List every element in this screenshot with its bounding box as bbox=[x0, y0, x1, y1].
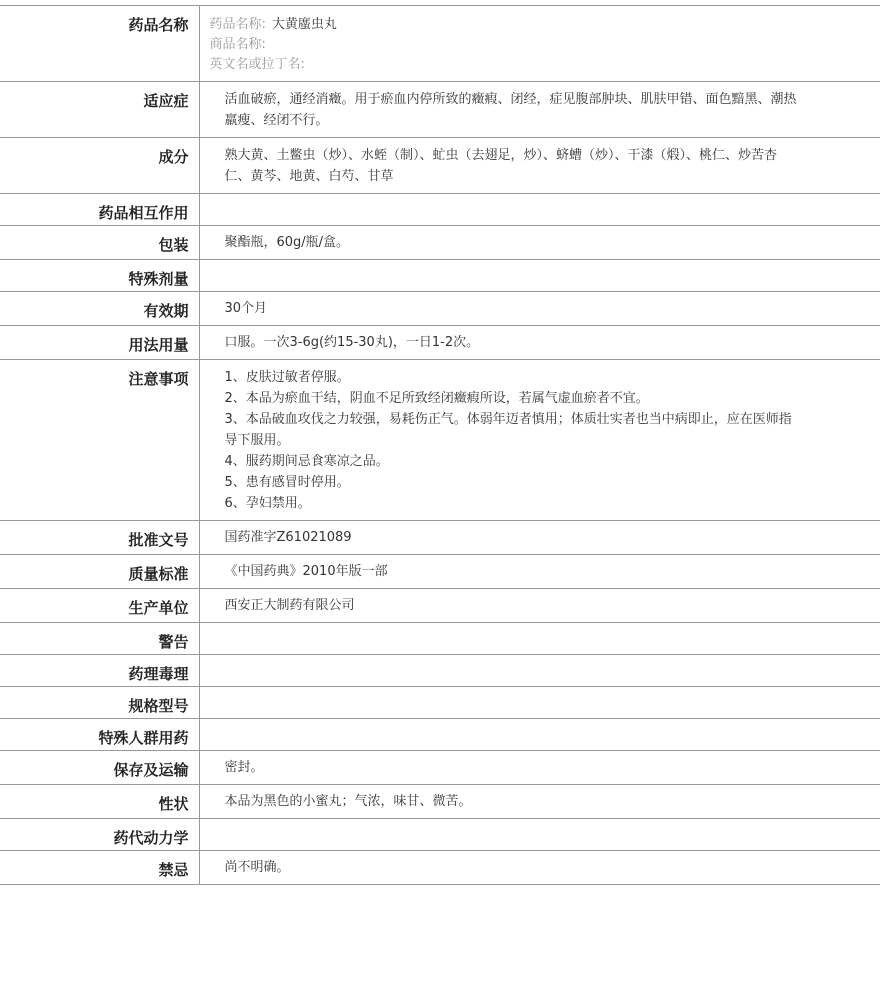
label-approval-number: 批准文号 bbox=[0, 521, 199, 555]
label-specification: 规格型号 bbox=[0, 687, 199, 719]
value-drug-name bbox=[199, 6, 880, 82]
row-specification bbox=[0, 687, 880, 719]
row-warning bbox=[0, 623, 880, 655]
label-pharmacology: 药理毒理 bbox=[0, 655, 199, 687]
row-special-populations bbox=[0, 719, 880, 751]
value-special-populations bbox=[199, 719, 880, 751]
label-special-populations: 特殊人群用药 bbox=[0, 719, 199, 751]
row-pharmacology bbox=[0, 655, 880, 687]
value-packaging: 聚酯瓶，60g/瓶/盒。 bbox=[224, 235, 350, 250]
value-manufacturer: 西安正大制药有限公司 bbox=[224, 598, 355, 613]
row-usage bbox=[0, 326, 880, 360]
row-interactions bbox=[0, 194, 880, 226]
precaution-item: 3、本品破血攻伐之力较强，易耗伤正气。体弱年迈者慎用；体质壮实者也当中病即止，应在医师指导下服用。 bbox=[224, 412, 792, 448]
row-special-dosage bbox=[0, 260, 880, 292]
label-shelf-life: 有效期 bbox=[0, 292, 199, 326]
row-drug-name bbox=[0, 6, 880, 82]
label-warning: 警告 bbox=[0, 623, 199, 655]
value-specification bbox=[199, 687, 880, 719]
latin-name-line bbox=[210, 55, 801, 75]
generic-name-line bbox=[210, 15, 801, 35]
precaution-item: 5、患有感冒时停用。 bbox=[224, 475, 350, 490]
value-storage: 密封。 bbox=[224, 760, 264, 775]
value-special-dosage bbox=[199, 260, 880, 292]
generic-name-value: 大黄䗪虫丸 bbox=[271, 17, 337, 32]
value-ingredients: 熟大黄、土鳖虫（炒）、水蛭（制）、虻虫（去翅足，炒）、蛴螬（炒）、干漆（煅）、桃仁、炒苦杏仁、黄芩、地黄、白芍、甘草 bbox=[224, 148, 778, 184]
value-quality-standard: 《中国药典》2010年版一部 bbox=[224, 564, 388, 579]
row-description bbox=[0, 785, 880, 819]
generic-name-label: 药品名称: bbox=[209, 17, 266, 32]
precaution-item: 4、服药期间忌食寒凉之品。 bbox=[224, 454, 389, 469]
value-description: 本品为黑色的小蜜丸；气浓，味甘、微苦。 bbox=[224, 794, 472, 809]
value-usage: 口服。一次3-6g(约15-30丸)，一日1-2次。 bbox=[224, 335, 480, 350]
precaution-item: 1、皮肤过敏者停服。 bbox=[224, 370, 350, 385]
row-indications bbox=[0, 82, 880, 138]
label-pharmacokinetics: 药代动力学 bbox=[0, 819, 199, 851]
latin-name-label: 英文名或拉丁名: bbox=[209, 57, 305, 72]
label-precautions: 注意事项 bbox=[0, 360, 199, 521]
row-approval-number bbox=[0, 521, 880, 555]
value-precautions bbox=[199, 360, 880, 521]
precaution-item: 2、本品为瘀血干结，阴血不足所致经闭癥瘕所设，若属气虚血瘀者不宜。 bbox=[224, 391, 649, 406]
label-contraindications: 禁忌 bbox=[0, 851, 199, 885]
label-storage: 保存及运输 bbox=[0, 751, 199, 785]
row-pharmacokinetics bbox=[0, 819, 880, 851]
label-description: 性状 bbox=[0, 785, 199, 819]
label-usage: 用法用量 bbox=[0, 326, 199, 360]
row-packaging bbox=[0, 226, 880, 260]
trade-name-label: 商品名称: bbox=[209, 37, 266, 52]
row-ingredients bbox=[0, 138, 880, 194]
label-drug-name: 药品名称 bbox=[0, 6, 199, 82]
precaution-item: 6、孕妇禁用。 bbox=[224, 496, 311, 511]
row-shelf-life bbox=[0, 292, 880, 326]
label-interactions: 药品相互作用 bbox=[0, 194, 199, 226]
value-indications: 活血破瘀，通经消癥。用于瘀血内停所致的癥瘕、闭经，症见腹部肿块、肌肤甲错、面色黯黑、潮热羸瘦、经闭不行。 bbox=[224, 92, 797, 128]
row-quality-standard bbox=[0, 555, 880, 589]
label-manufacturer: 生产单位 bbox=[0, 589, 199, 623]
value-shelf-life: 30个月 bbox=[224, 301, 268, 316]
label-special-dosage: 特殊剂量 bbox=[0, 260, 199, 292]
row-manufacturer bbox=[0, 589, 880, 623]
row-precautions bbox=[0, 360, 880, 521]
label-quality-standard: 质量标准 bbox=[0, 555, 199, 589]
value-approval-number: 国药准字Z61021089 bbox=[224, 530, 352, 545]
row-storage bbox=[0, 751, 880, 785]
label-ingredients: 成分 bbox=[0, 138, 199, 194]
label-packaging: 包装 bbox=[0, 226, 199, 260]
value-warning bbox=[199, 623, 880, 655]
value-pharmacology bbox=[199, 655, 880, 687]
row-contraindications bbox=[0, 851, 880, 885]
drug-spec-table bbox=[0, 5, 880, 885]
trade-name-line bbox=[210, 35, 801, 55]
value-interactions bbox=[199, 194, 880, 226]
label-indications: 适应症 bbox=[0, 82, 199, 138]
value-contraindications: 尚不明确。 bbox=[224, 860, 290, 875]
value-pharmacokinetics bbox=[199, 819, 880, 851]
